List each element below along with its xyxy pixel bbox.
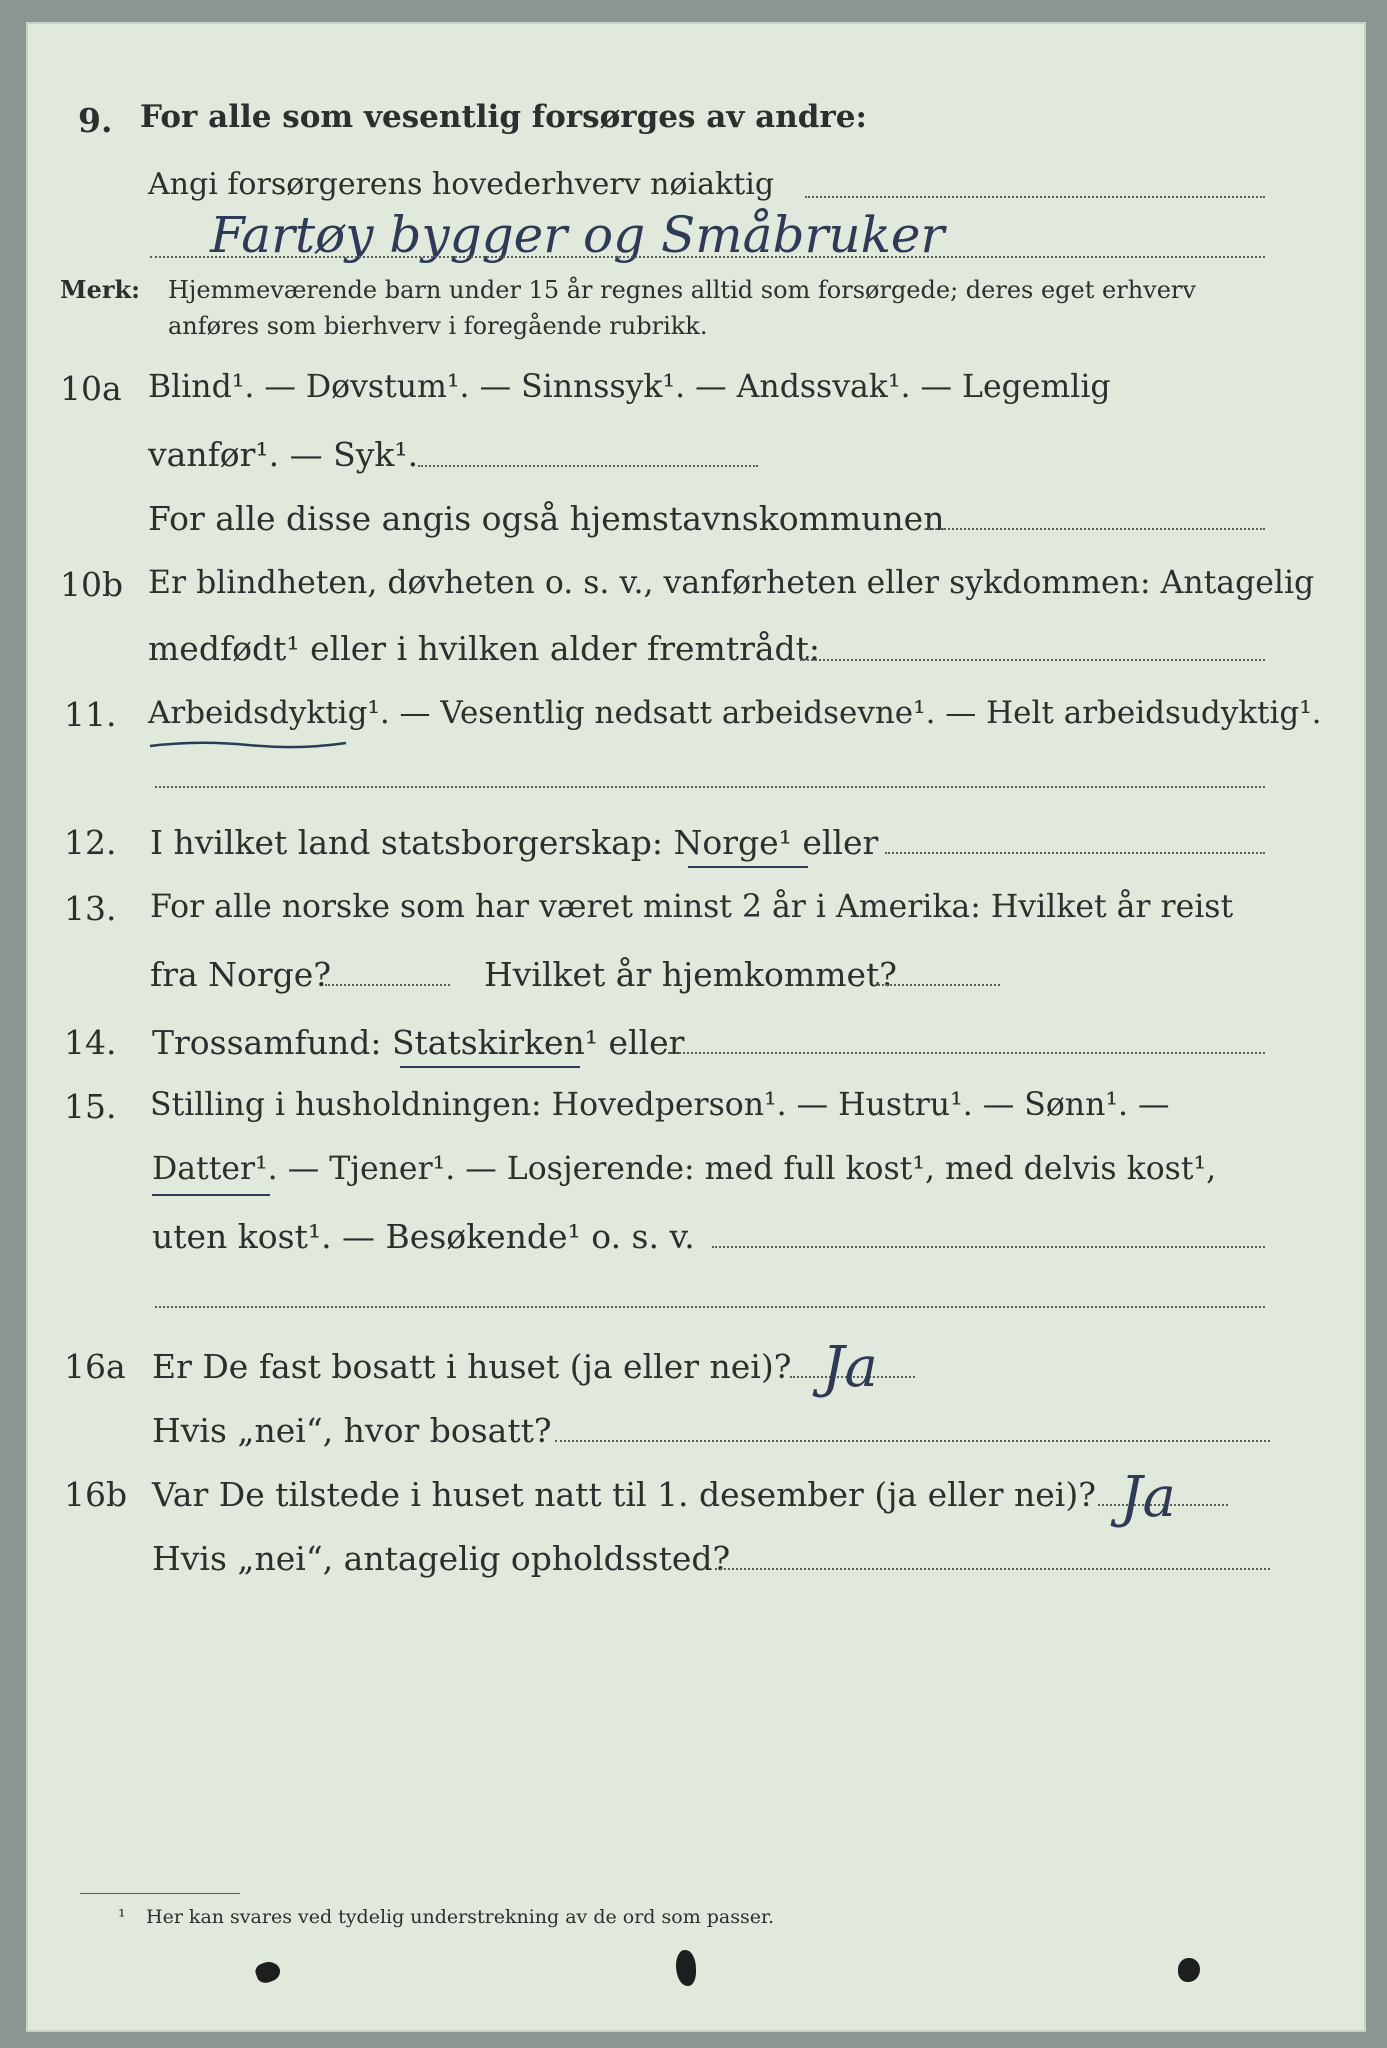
q11-number: 11. <box>64 695 117 734</box>
footnote-mark: ¹ <box>118 1906 126 1928</box>
q14-text: Trossamfund: Statskirken¹ eller <box>152 1023 685 1062</box>
q15-number: 15. <box>64 1087 117 1126</box>
q14-answer-line <box>668 1052 1265 1054</box>
q10b-number: 10b <box>60 565 124 604</box>
q10a-line2: vanfør¹. — Syk¹. <box>148 435 419 474</box>
q10b-line2: medfødt¹ eller i hvilken alder fremtrådt: <box>148 629 821 668</box>
q15-line3: uten kost¹. — Besøkende¹ o. s. v. <box>152 1217 695 1256</box>
q10a-number: 10a <box>60 369 122 408</box>
note-line1: Hjemmeværende barn under 15 år regnes alltid som forsørgede; deres eget erhverv <box>168 276 1196 304</box>
q15-extra-line <box>155 1306 1265 1308</box>
q16a-number: 16a <box>64 1347 126 1386</box>
q9-answer: Fartøy bygger og Småbruker <box>210 206 945 264</box>
q11-underline-mark <box>148 738 348 752</box>
q9-heading: For alle som vesentlig forsørges av andre: <box>140 99 867 135</box>
q10b-answer-line <box>800 659 1265 661</box>
q16b-line1: Var De tilstede i huset natt til 1. desember (ja eller nei)? <box>152 1475 1096 1514</box>
q13-reist-line <box>325 984 450 986</box>
note-label: Merk: <box>60 275 140 304</box>
q12-number: 12. <box>64 823 117 862</box>
q12-norge-underline <box>688 866 808 868</box>
ink-blot-center <box>676 1950 696 1986</box>
q13-line2a: fra Norge? <box>150 955 332 994</box>
footnote-rule <box>80 1893 240 1894</box>
q13-number: 13. <box>64 889 117 928</box>
q16b-opholdssted-line <box>715 1568 1270 1570</box>
footnote-text: Her kan svares ved tydelig understrekning av de ord som passer. <box>146 1906 775 1928</box>
q14-number: 14. <box>64 1023 117 1062</box>
q15-line1: Stilling i husholdningen: Hovedperson¹. — Hustru¹. — Sønn¹. — <box>150 1087 1170 1123</box>
q9-prompt-line <box>805 196 1265 198</box>
q10a-hjemstavn-line <box>925 528 1265 530</box>
q16b-line2: Hvis „nei“, antagelig opholdssted? <box>152 1539 731 1578</box>
note-line2: anføres som bierhverv i foregående rubrikk. <box>168 312 708 340</box>
q15-answer-line <box>712 1246 1265 1248</box>
q10a-line1: Blind¹. — Døvstum¹. — Sinnssyk¹. — Andssvak¹. — Legemlig <box>148 369 1111 405</box>
q14-statskirken-underline <box>400 1066 580 1068</box>
q16a-line2: Hvis „nei“, hvor bosatt? <box>152 1411 552 1450</box>
q13-line1: For alle norske som har været minst 2 år i Amerika: Hvilket år reist <box>150 889 1234 925</box>
q10a-line3: For alle disse angis også hjemstavnskommunen <box>148 499 945 538</box>
q16a-answer: Ja <box>822 1335 878 1400</box>
q10b-line1: Er blindheten, døvheten o. s. v., vanførheten eller sykdommen: Antagelig <box>148 565 1315 601</box>
q16b-answer: Ja <box>1120 1465 1176 1530</box>
q9-answer-line <box>150 256 1265 258</box>
q9-number: 9. <box>78 101 113 140</box>
q13-hjemkommet-line <box>875 984 1000 986</box>
q12-answer-line <box>885 852 1265 854</box>
q12-text: I hvilket land statsborgerskap: Norge¹ eller <box>150 823 879 862</box>
q11-answer-line <box>155 786 1265 788</box>
q11-text: Arbeidsdyktig¹. — Vesentlig nedsatt arbeidsevne¹. — Helt arbeidsudyktig¹. <box>148 695 1322 731</box>
q16a-line1: Er De fast bosatt i huset (ja eller nei)? <box>152 1347 792 1386</box>
q16b-number: 16b <box>64 1475 128 1514</box>
q10a-syk-line <box>418 465 758 467</box>
q13-line2b: Hvilket år hjemkommet? <box>484 955 897 994</box>
q15-line2: Datter¹. — Tjener¹. — Losjerende: med full kost¹, med delvis kost¹, <box>152 1151 1217 1187</box>
q16a-bosatt-line <box>555 1440 1270 1442</box>
q9-prompt: Angi forsørgerens hovederhverv nøiaktig <box>148 167 775 202</box>
q15-datter-underline <box>152 1194 270 1196</box>
